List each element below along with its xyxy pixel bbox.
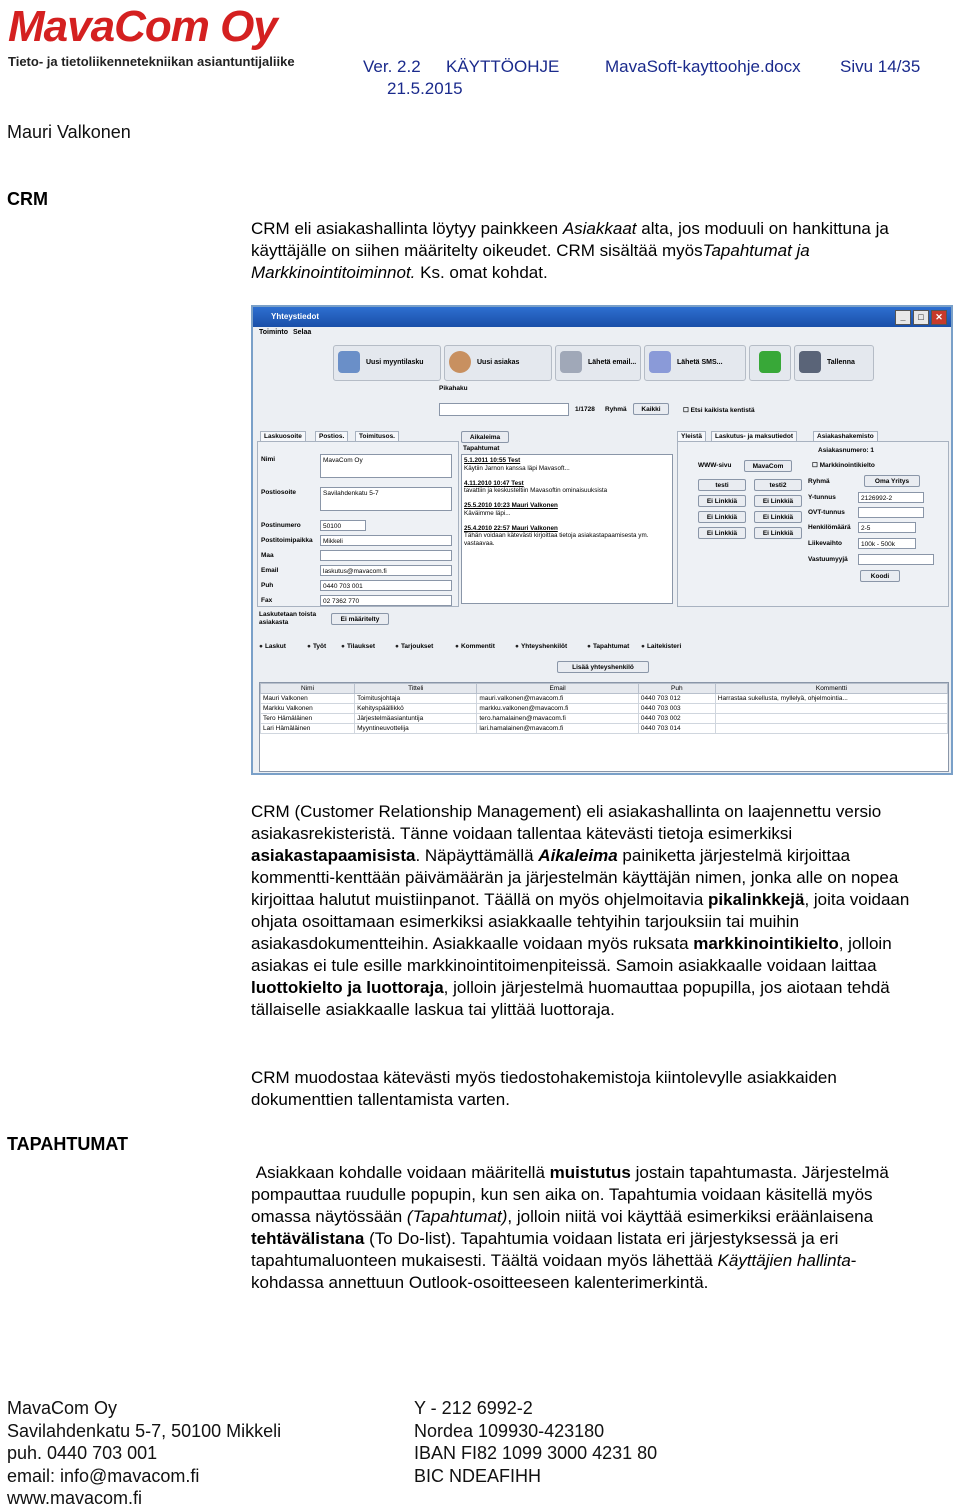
text: , jolloin asiakas ei tule esille markkinointitoimenpiteissä. Samoin asiakkaalle voidaan laittaa <box>251 934 892 975</box>
table-row[interactable] <box>261 694 948 704</box>
tapahtumat-description <box>251 1162 921 1294</box>
quick-search <box>439 385 769 425</box>
liikevaihto-label: Liikevaihto <box>808 540 842 547</box>
radio-kommentit[interactable]: ● Kommentit <box>455 643 495 650</box>
field-postinumero[interactable]: 50100 <box>320 520 366 531</box>
ytunnus-field[interactable]: 2126992-2 <box>858 492 924 503</box>
cell: 0440 703 012 <box>638 694 715 704</box>
app-menubar <box>253 327 951 339</box>
field-label-postinumero: Postinumero <box>261 522 301 529</box>
www-button[interactable]: MavaCom <box>744 460 792 472</box>
henkilomaara-select[interactable]: 2-5 <box>858 522 916 533</box>
footer-left <box>7 1397 281 1510</box>
refresh-button[interactable] <box>749 345 791 381</box>
emphasis: pikalinkkejä <box>708 890 805 909</box>
footer-email: email: info@mavacom.fi <box>7 1465 200 1486</box>
new-invoice-label: Uusi myyntilasku <box>366 359 424 366</box>
cell: Lari Hämäläinen <box>261 724 355 734</box>
tab-laskuosoite[interactable]: Laskuosoite <box>260 431 306 442</box>
koodi-button[interactable]: Koodi <box>860 570 900 582</box>
text: jostain tapahtumasta. Järjestelmä pompauttaa ruudulle popupin, kun sen aika on. Tapahtumia voidaan käsitellä myös omassa näytössään <box>251 1163 889 1226</box>
tapahtumat-label: Tapahtumat <box>463 445 500 452</box>
field-postiosoite[interactable]: Savilahdenkatu 5-7 <box>320 487 452 511</box>
company-logo: MavaCom Oy <box>8 2 277 51</box>
text: -kohdassa annettuun Outlook-osoitteeseen kalenterimerkintä. <box>251 1251 857 1292</box>
app-toolbar <box>333 343 873 383</box>
ryhma-label: Ryhmä <box>808 478 830 485</box>
cell: 0440 703 014 <box>638 724 715 734</box>
link-button[interactable]: Ei Linkkiä <box>754 511 802 523</box>
ovt-field[interactable] <box>858 507 924 518</box>
doc-title: KÄYTTÖOHJE <box>446 57 560 76</box>
app-titlebar <box>253 307 951 327</box>
text: (To Do-list). Tapahtumia voidaan listata eri järjestyksessä ja eri tapahtumaluonteen mukaisesti. Täältä voidaan myös lähettää <box>251 1229 839 1270</box>
liikevaihto-select[interactable]: 100k - 500k <box>858 538 916 549</box>
cell: Harrastaa sukellusta, myllelyä, ohjelmointia... <box>715 694 947 704</box>
cell: Järjestelmäasiantuntija <box>355 714 477 724</box>
footer-company: MavaCom Oy <box>7 1398 118 1418</box>
tab-postios[interactable]: Postios. <box>315 431 348 442</box>
col-kommentti[interactable]: Kommentti <box>715 684 947 694</box>
col-email[interactable]: Email <box>477 684 639 694</box>
field-fax[interactable]: 02 7362 770 <box>320 595 452 606</box>
record-position: 1/1728 <box>575 406 595 413</box>
contacts-table <box>259 682 949 772</box>
radio-laskut[interactable]: ● Laskut <box>259 643 286 650</box>
emphasis: markkinointikielto <box>693 934 839 953</box>
footer-phone: puh. 0440 703 001 <box>7 1443 158 1463</box>
menu-selaa[interactable]: Selaa <box>293 329 312 336</box>
cell: Mauri Valkonen <box>261 694 355 704</box>
cell: Tero Hämäläinen <box>261 714 355 724</box>
crm-intro-text-3: Ks. omat kohdat. <box>415 263 548 282</box>
text: , jolloin niitä voi käyttää esimerkiksi eräänlaisena <box>507 1207 874 1226</box>
marketing-ban-label: Markkinointikielto <box>819 462 875 469</box>
link-button[interactable]: Ei Linkkiä <box>754 495 802 507</box>
text: , joita voidaan ohjata osoittamaan esimerkiksi asiakkaalle tehtyihin tarjouksiin tai muihin asiakasdokumentteihin. Asiakkaalle voidaan myös ruksata <box>251 890 910 953</box>
note-body: Tähän voidaan kätevästi kirjoittaa tietoja asiakastapaamisesta ym. vastaavaa. <box>464 532 649 547</box>
table-row[interactable] <box>261 714 948 724</box>
cell: lari.hamalainen@mavacom.fi <box>477 724 639 734</box>
note-head: 4.11.2010 10:47 Test <box>464 479 524 487</box>
new-invoice-button[interactable] <box>333 345 441 381</box>
link-button[interactable]: Ei Linkkiä <box>698 495 746 507</box>
radio-tarjoukset[interactable]: ● Tarjoukset <box>395 643 433 650</box>
col-puh[interactable]: Puh <box>638 684 715 694</box>
crm-intro-text-2: alta, jos moduuli on hankittuna ja käyttäjälle on siihen määritelty oikeudet. CRM sisältää myös <box>251 219 889 260</box>
pen-icon <box>560 351 582 373</box>
new-customer-button[interactable] <box>444 345 552 381</box>
field-maa[interactable] <box>320 550 452 561</box>
crm-intro-asiakkaat: Asiakkaat <box>562 219 637 238</box>
minimize-icon[interactable]: _ <box>895 310 911 325</box>
field-label-puh: Puh <box>261 582 274 589</box>
radio-laiterekisteri[interactable]: ● Laitekisteri <box>641 643 681 650</box>
crm-description <box>251 801 931 1021</box>
field-nimi[interactable]: MavaCom Oy <box>320 454 452 478</box>
search-all-checkbox[interactable]: ☐ Etsi kaikista kentistä <box>683 407 755 414</box>
menu-toiminto[interactable]: Toiminto <box>259 329 289 336</box>
note-body: tavattiin ja keskusteltiin Mavasoftin ominaisuuksista <box>464 487 608 494</box>
section-title-crm: CRM <box>7 189 48 209</box>
ovt-label: OVT-tunnus <box>808 509 845 516</box>
note-body: Käväimme läpi... <box>464 509 511 517</box>
field-email[interactable]: laskutus@mavacom.fi <box>320 565 452 576</box>
cell: 0440 703 003 <box>638 704 715 714</box>
link-button[interactable]: Ei Linkkiä <box>698 527 746 539</box>
emphasis: tehtävälistana <box>251 1229 365 1248</box>
author: Mauri Valkonen <box>7 122 131 142</box>
add-contact-button[interactable]: Lisää yhteyshenkilö <box>557 661 649 673</box>
footer-address: Savilahdenkatu 5-7, 50100 Mikkeli <box>7 1420 282 1441</box>
ytunnus-label: Y-tunnus <box>808 494 836 501</box>
col-nimi[interactable]: Nimi <box>261 684 355 694</box>
app-screenshot <box>251 305 953 775</box>
doc-filename: MavaSoft-kayttoohje.docx <box>605 57 801 76</box>
cell: mauri.valkonen@mavacom.fi <box>477 694 639 704</box>
app-window-title: Yhteystiedot <box>271 312 320 321</box>
quick-search-label: Pikahaku <box>439 385 468 392</box>
comment-area[interactable] <box>461 454 673 604</box>
cell: 0440 703 002 <box>638 714 715 724</box>
crm-directories: CRM muodostaa kätevästi myös tiedostohakemistoja kiintolevylle asiakkaiden dokumenttien tallentamista varten. <box>251 1068 837 1109</box>
emphasis: (Tapahtumat) <box>406 1207 508 1226</box>
text: , jolloin järjestelmä huomauttaa popupilla, jos aiotaan tehdä tällaiselle asiakkaalle laskua tai ylittää luottoraja. <box>251 978 890 1019</box>
henkilomaara-label: Henkilömäärä <box>808 524 851 531</box>
group-select[interactable]: Kaikki <box>633 403 669 415</box>
emphasis: muistutus <box>549 1163 631 1182</box>
cell <box>715 704 947 714</box>
table-row[interactable] <box>261 704 948 714</box>
radio-tapahtumat[interactable]: ● Tapahtumat <box>587 643 629 650</box>
note-body: Käytiin Jarnon kanssa läpi Mavasoft... <box>464 464 570 472</box>
emphasis: Käyttäjien hallinta <box>717 1251 851 1270</box>
emphasis: luottokielto ja luottoraja <box>251 978 444 997</box>
crm-intro-text: CRM eli asiakashallinta löytyy painkkeen <box>251 219 563 238</box>
save-label: Tallenna <box>827 359 855 366</box>
sub-tabs <box>257 637 947 677</box>
link-button[interactable]: testi2 <box>754 479 802 491</box>
table-row[interactable] <box>261 724 948 734</box>
crm-intro <box>251 218 891 284</box>
section-title-tapahtumat: TAPAHTUMAT <box>7 1134 128 1154</box>
text: Asiakkaan kohdalle voidaan määritellä <box>255 1163 550 1182</box>
www-label: WWW-sivu <box>698 462 732 469</box>
field-label-postitoimipaikka: Postitoimipaikka <box>261 537 313 544</box>
field-label-fax: Fax <box>261 597 273 604</box>
note-head: 5.1.2011 10:55 Test <box>464 457 521 464</box>
crm-intro-tapahtumat: Tapahtumat ja Markkinointitoiminnot. <box>251 241 810 282</box>
link-button[interactable]: Ei Linkkiä <box>698 511 746 523</box>
quick-search-input[interactable] <box>439 403 569 416</box>
group-label: Ryhmä <box>605 406 627 413</box>
send-email-label: Lähetä email... <box>588 359 637 366</box>
vastuumyyja-label: Vastuumyyjä <box>808 556 848 563</box>
address-panel <box>257 441 459 607</box>
note-head: 25.4.2010 22:57 Mauri Valkonen <box>464 524 558 532</box>
cell <box>715 724 947 734</box>
close-icon[interactable]: ✕ <box>931 310 947 325</box>
footer-right <box>414 1397 657 1487</box>
customer-number: Asiakasnumero: 1 <box>818 447 874 454</box>
emphasis: Aikaleima <box>538 846 618 865</box>
radio-tyot[interactable]: ● Työt <box>307 643 326 650</box>
tab-asiakashakemisto[interactable]: Asiakashakemisto <box>813 431 878 442</box>
link-button[interactable]: testi <box>698 479 746 491</box>
footer-website: www.mavacom.fi <box>7 1488 143 1508</box>
text: painiketta järjestelmä kirjoittaa kommentti-kenttään päivämäärän ja järjestelmän käyttäjän nimen, jonka alle on nopea kirjoittaa halutut muistiinpanot. Täällä on myös ohjelmoitavia <box>251 846 899 909</box>
text: CRM (Customer Relationship Management) eli asiakashallinta on laajennettu versio asiakasrekisteristä. Tänne voidaan tallentaa kätevästi tietoja esimerkiksi <box>251 802 882 843</box>
cell: tero.hamalainen@mavacom.fi <box>477 714 639 724</box>
tab-toimitusos[interactable]: Toimitusos. <box>355 431 399 442</box>
radio-yhteyshenkilot[interactable]: ● Yhteyshenkilöt <box>515 643 567 650</box>
radio-tilaukset[interactable]: ● Tilaukset <box>341 643 375 650</box>
send-sms-label: Lähetä SMS... <box>677 359 723 366</box>
aikaleima-button[interactable]: Aikaleima <box>461 431 509 443</box>
user-add-icon <box>449 351 471 373</box>
save-button[interactable] <box>794 345 874 381</box>
text: . Näpäyttämällä <box>415 846 539 865</box>
cell: Toimitusjohtaja <box>355 694 477 704</box>
new-customer-label: Uusi asiakas <box>477 359 520 366</box>
invoice-icon <box>338 351 360 373</box>
doc-date: 21.5.2015 <box>387 79 463 98</box>
field-puh[interactable]: 0440 703 001 <box>320 580 452 591</box>
cell: Kehityspäällikkö <box>355 704 477 714</box>
field-postitoimipaikka[interactable]: Mikkeli <box>320 535 452 546</box>
footer-business-id: Y - 212 6992-2 <box>414 1398 533 1418</box>
field-label-nimi: Nimi <box>261 456 276 463</box>
company-tagline: Tieto- ja tietoliikennetekniikan asiantuntijaliike <box>8 54 295 69</box>
general-panel <box>677 441 949 607</box>
page-number: Sivu 14/35 <box>840 57 921 76</box>
footer-bank: Nordea 109930-423180 <box>414 1420 605 1441</box>
send-email-button[interactable] <box>555 345 641 381</box>
field-label-email: Email <box>261 567 279 574</box>
phone-icon <box>649 351 671 373</box>
search-all-label: Etsi kaikista kentistä <box>690 407 755 414</box>
emphasis: asiakastapaamisista <box>251 846 416 865</box>
footer-bic: BIC NDEAFIHH <box>414 1465 542 1486</box>
floppy-disk-icon <box>799 351 821 373</box>
note-head: 25.5.2010 10:23 Mauri Valkonen <box>464 502 558 509</box>
ei-maaritelty-button[interactable]: Ei määritelty <box>331 613 389 625</box>
send-sms-button[interactable] <box>644 345 746 381</box>
cell: Markku Valkonen <box>261 704 355 714</box>
field-label-maa: Maa <box>261 552 274 559</box>
marketing-ban-checkbox[interactable]: ☐ Markkinointikielto <box>812 462 875 469</box>
refresh-icon <box>759 351 781 373</box>
footer-iban: IBAN FI82 1099 3000 4231 80 <box>414 1443 658 1463</box>
doc-version: Ver. 2.2 <box>363 57 421 76</box>
link-button[interactable]: Ei Linkkiä <box>754 527 802 539</box>
invoice-other-label: Laskutetaan toista asiakasta <box>259 611 317 626</box>
col-titteli[interactable]: Titteli <box>355 684 477 694</box>
cell: markku.valkonen@mavacom.fi <box>477 704 639 714</box>
maximize-icon[interactable]: □ <box>913 310 929 325</box>
cell: Myyntineuvottelija <box>355 724 477 734</box>
cell <box>715 714 947 724</box>
tab-laskutus[interactable]: Laskutus- ja maksutiedot <box>711 431 797 442</box>
vastuumyyja-select[interactable] <box>858 554 934 565</box>
ryhma-button[interactable]: Oma Yritys <box>864 475 920 487</box>
field-label-postiosoite: Postiosoite <box>261 489 297 496</box>
tab-yleista[interactable]: Yleistä <box>677 431 706 442</box>
